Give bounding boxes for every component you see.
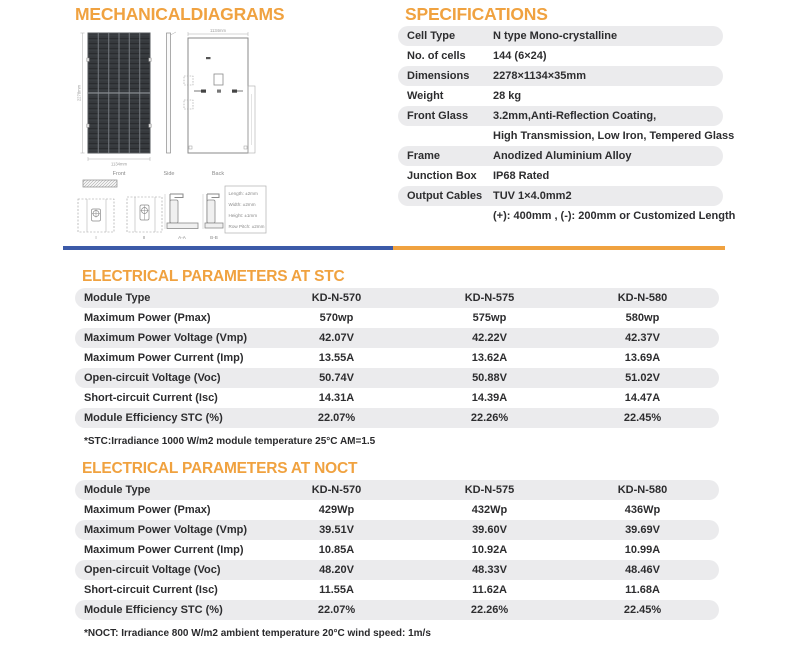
row-value: 42.07V: [319, 332, 354, 344]
row-value: 13.62A: [471, 352, 508, 364]
mechanical-diagrams-title: MECHANICALDIAGRAMS: [75, 4, 285, 24]
section-aa-label: A-A: [178, 235, 186, 240]
row-label: Module Efficiency STC (%): [84, 604, 223, 616]
row-value: 48.46V: [625, 564, 660, 576]
noct-row-vmp: [75, 520, 719, 540]
specifications-title: SPECIFICATIONS: [405, 4, 548, 24]
row-value: 10.92A: [471, 544, 508, 556]
noct-row-voc: [75, 560, 719, 580]
noct-section-title: ELECTRICAL PARAMETERS AT NOCT: [82, 460, 358, 477]
row-value: 22.26%: [470, 604, 509, 616]
front-view-label: Front: [112, 171, 126, 177]
side-view: [163, 32, 176, 177]
stc-header-row: [75, 288, 719, 308]
noct-row-efficiency: [75, 600, 719, 620]
spec-label: Weight: [407, 90, 444, 102]
detail-i: [78, 199, 114, 240]
front-view: [77, 33, 152, 177]
front-width-dimension: 1134mm: [111, 161, 127, 167]
section-aa: [165, 194, 198, 240]
column-header-model: KD-N-575: [464, 292, 515, 304]
detail-ii-label: II: [142, 235, 146, 240]
row-value: 22.45%: [623, 412, 662, 424]
mount-mark: [149, 58, 152, 61]
specifications-table: [398, 26, 736, 226]
stc-row-pmax: [75, 308, 719, 328]
tolerance-row-pitch: Row Pitch: ±2mm: [228, 224, 265, 229]
detail-ii: [127, 197, 162, 240]
row-label: Maximum Power Current (Imp): [84, 544, 244, 556]
spec-row-frame: [398, 146, 723, 166]
column-header-module-type: Module Type: [84, 292, 151, 304]
row-label: Maximum Power Voltage (Vmp): [84, 524, 247, 536]
row-value: 22.07%: [317, 412, 356, 424]
noct-table: [75, 480, 719, 620]
spec-label: Front Glass: [407, 110, 469, 122]
noct-row-imp: [75, 540, 719, 560]
column-header-model: KD-N-580: [617, 484, 668, 496]
row-label: Maximum Power Voltage (Vmp): [84, 332, 247, 344]
noct-row-isc: [75, 580, 719, 600]
tolerance-length: Length: ±2mm: [228, 191, 258, 196]
spec-value: IP68 Rated: [493, 170, 550, 182]
row-value: 570wp: [319, 312, 354, 324]
spec-value: 144 (6×24): [493, 50, 547, 62]
spec-value: (+): 400mm , (-): 200mm or Customized Length: [493, 210, 736, 222]
side-view-label: Side: [163, 171, 175, 177]
spec-value: High Transmission, Low Iron, Tempered Glass: [493, 130, 735, 142]
mechanical-diagrams-figure: [60, 28, 400, 242]
tolerance-height: Height: ±1mm: [228, 213, 258, 218]
row-value: 39.51V: [319, 524, 354, 536]
stc-footnote: *STC:Irradiance 1000 W/m2 module temperature 25°C AM=1.5: [84, 436, 376, 447]
noct-header-row: [75, 480, 719, 500]
back-vent-mark: [206, 57, 211, 59]
noct-row-pmax: [75, 500, 719, 520]
stc-row-efficiency: [75, 408, 719, 428]
divider-blue-segment: [63, 246, 393, 250]
cable-connector: [217, 90, 221, 93]
stc-table: [75, 288, 719, 428]
row-value: 51.02V: [625, 372, 660, 384]
row-label: Maximum Power Current (Imp): [84, 352, 244, 364]
row-value: 11.55A: [319, 584, 354, 596]
stc-row-isc: [75, 388, 719, 408]
row-value: 10.85A: [318, 544, 355, 556]
spec-label: Junction Box: [407, 170, 477, 182]
row-value: 50.88V: [472, 372, 507, 384]
column-header-model: KD-N-580: [617, 292, 668, 304]
spec-label: Cell Type: [407, 30, 456, 42]
noct-footnote: *NOCT: Irradiance 800 W/m2 ambient temperature 20°C wind speed: 1m/s: [84, 628, 431, 639]
back-view-label: Back: [211, 171, 225, 177]
row-value: 14.31A: [318, 392, 355, 404]
column-header-module-type: Module Type: [84, 484, 151, 496]
row-label: Open-circuit Voltage (Voc): [84, 372, 221, 384]
spec-row-output-cables-cont: [398, 206, 736, 226]
mount-mark: [87, 124, 90, 127]
row-value: 436Wp: [624, 504, 661, 516]
spec-row-junction-box: [398, 166, 723, 186]
tolerance-box: [225, 186, 266, 233]
row-label: Open-circuit Voltage (Voc): [84, 564, 221, 576]
row-value: 39.60V: [472, 524, 507, 536]
row-value: 575wp: [472, 312, 507, 324]
section-bb-label: B-B: [210, 235, 218, 240]
section-bb: [203, 194, 223, 240]
row-value: 429Wp: [318, 504, 355, 516]
edge-profile-bar: [83, 180, 117, 187]
row-value: 11.62A: [472, 584, 507, 596]
back-width-dimension: 1134mm: [210, 28, 226, 33]
spec-value: 2278×1134×35mm: [493, 70, 586, 82]
spec-value: 3.2mm,Anti-Reflection Coating,: [493, 110, 657, 122]
row-value: 42.22V: [472, 332, 507, 344]
row-label: Maximum Power (Pmax): [84, 312, 211, 324]
row-value: 50.74V: [319, 372, 354, 384]
row-value: 22.45%: [623, 604, 662, 616]
spec-value: Anodized Aluminium Alloy: [493, 150, 632, 162]
column-header-model: KD-N-570: [311, 484, 362, 496]
back-view: [184, 28, 255, 177]
spec-value: N type Mono-crystalline: [493, 30, 618, 42]
detail-i-label: I: [95, 235, 97, 240]
cable-connector: [232, 90, 237, 93]
spec-label: Output Cables: [407, 190, 483, 202]
row-value: 580wp: [625, 312, 660, 324]
spec-row-weight: [398, 86, 723, 106]
mount-mark: [87, 58, 90, 61]
spec-row-cell-type: [398, 26, 723, 46]
row-value: 14.39A: [471, 392, 508, 404]
divider-orange-segment: [393, 246, 725, 250]
mount-mark: [149, 124, 152, 127]
row-value: 48.33V: [472, 564, 507, 576]
spec-label: Dimensions: [407, 70, 470, 82]
spec-row-output-cables: [398, 186, 723, 206]
spec-label: Frame: [407, 150, 441, 162]
row-value: 13.69A: [624, 352, 661, 364]
row-value: 22.07%: [317, 604, 356, 616]
row-value: 14.47A: [624, 392, 661, 404]
column-header-model: KD-N-575: [464, 484, 515, 496]
spec-label: No. of cells: [407, 50, 466, 62]
row-value: 13.55A: [318, 352, 355, 364]
row-label: Module Efficiency STC (%): [84, 412, 223, 424]
stc-section-title: ELECTRICAL PARAMETERS AT STC: [82, 268, 345, 285]
stc-row-vmp: [75, 328, 719, 348]
row-value: 432Wp: [471, 504, 508, 516]
spec-row-no-of-cells: [398, 46, 723, 66]
cable-connector: [201, 90, 206, 93]
spec-value: 28 kg: [493, 90, 522, 102]
row-value: 10.99A: [624, 544, 661, 556]
row-value: 48.20V: [319, 564, 354, 576]
front-height-dimension: 2278mm: [76, 84, 82, 102]
spec-value: TUV 1×4.0mm2: [493, 190, 572, 202]
row-label: Maximum Power (Pmax): [84, 504, 211, 516]
column-header-model: KD-N-570: [311, 292, 362, 304]
row-value: 22.26%: [470, 412, 509, 424]
spec-row-dimensions: [398, 66, 723, 86]
spec-row-front-glass-cont: [398, 126, 735, 146]
tolerance-width: Width: ±2mm: [228, 202, 256, 207]
stc-row-voc: [75, 368, 719, 388]
row-value: 42.37V: [625, 332, 660, 344]
row-value: 11.68A: [625, 584, 660, 596]
stc-row-imp: [75, 348, 719, 368]
section-divider: [63, 246, 725, 250]
row-label: Short-circuit Current (Isc): [84, 392, 218, 404]
row-label: Short-circuit Current (Isc): [84, 584, 218, 596]
spec-row-front-glass: [398, 106, 723, 126]
row-value: 39.69V: [625, 524, 660, 536]
